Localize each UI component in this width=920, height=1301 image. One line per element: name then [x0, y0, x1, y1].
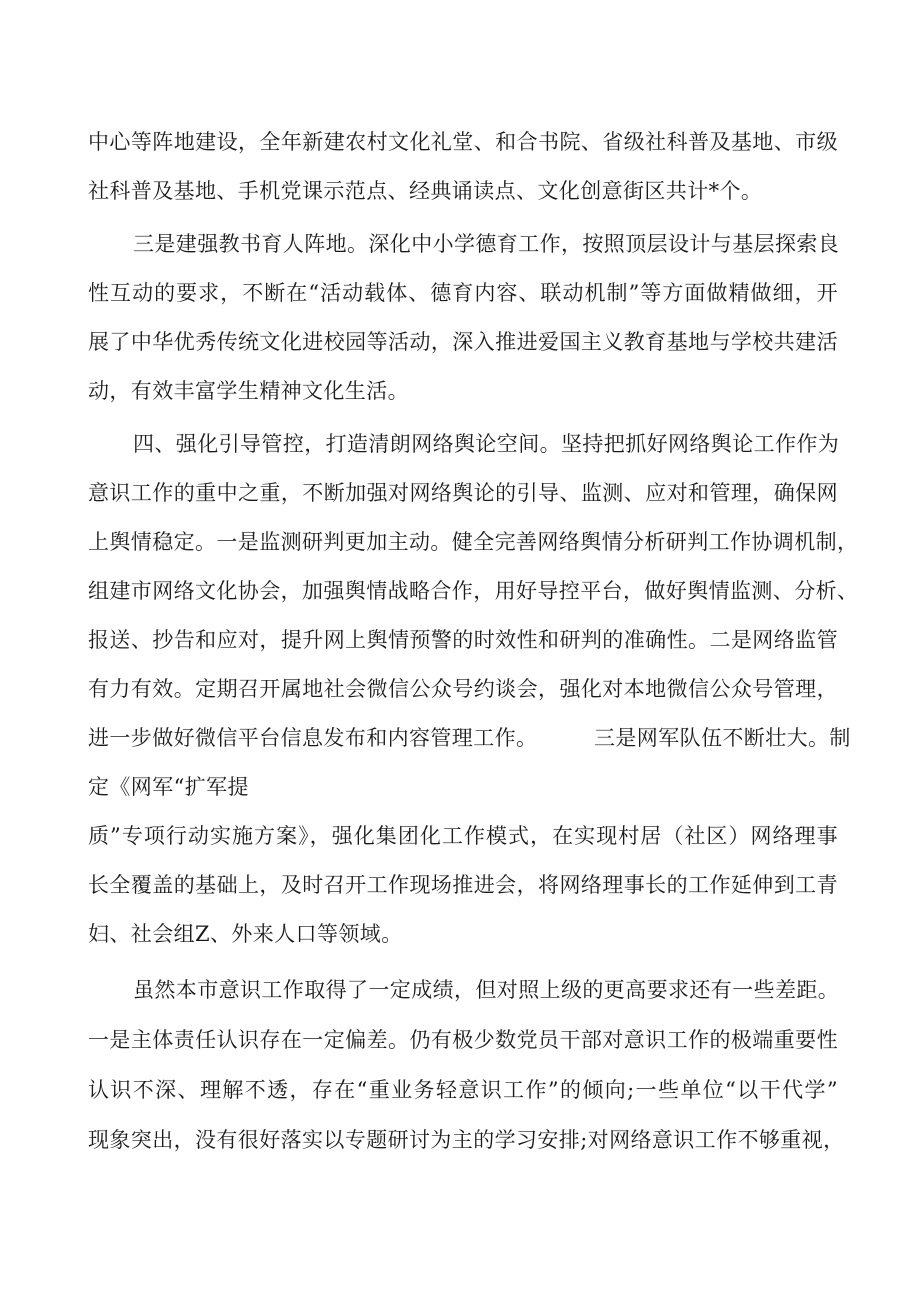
text-line-20: 认识不深、理解不透，存在“重业务轻意识工作”的倾向;一些单位“以干代学” — [88, 1078, 838, 1102]
text-line-5: 展了中华优秀传统文化进校园等活动，深入推进爱国主义教育基地与学校共建活 — [88, 330, 838, 354]
text-line-15: 质”专项行动实施方案》，强化集团化工作模式，在实现村居（社区）网络理事 — [88, 824, 838, 848]
text-line-17: 妇、社会组Z、外来人口等领域。 — [88, 922, 403, 946]
text-line-2: 社科普及基地、手机党课示范点、经典诵读点、文化创意街区共计*个。 — [88, 179, 763, 203]
text-line-12: 有力有效。定期召开属地社会微信公众号约谈会，强化对本地微信公众号管理， — [88, 677, 838, 701]
text-line-8: 意识工作的重中之重，不断加强对网络舆论的引导、监测、应对和管理，确保网 — [88, 481, 838, 505]
text-line-7: 四、强化引导管控，打造清朗网络舆论空间。坚持把抓好网络舆论工作作为 — [133, 432, 840, 456]
text-line-14: 定《网军“扩军提 — [88, 775, 249, 799]
text-line-16: 长全覆盖的基础上，及时召开工作现场推进会，将网络理事长的工作延伸到工青 — [88, 873, 838, 897]
text-line-9: 上舆情稳定。一是监测研判更加主动。健全完善网络舆情分析研判工作协调机制， — [88, 530, 859, 554]
text-line-6: 动，有效丰富学生精神文化生活。 — [88, 379, 409, 403]
text-line-1: 中心等阵地建设，全年新建农村文化礼堂、和合书院、省级社科普及基地、市级 — [88, 130, 838, 154]
text-line-19: 一是主体责任认识存在一定偏差。仍有极少数党员干部对意识工作的极端重要性 — [88, 1028, 838, 1052]
text-line-10: 组建市网络文化协会，加强舆情战略合作，用好导控平台，做好舆情监测、分析、 — [88, 579, 859, 603]
text-line-3: 三是建强教书育人阵地。深化中小学德育工作，按照顶层设计与基层探索良 — [133, 232, 840, 256]
text-line-18: 虽然本市意识工作取得了一定成绩，但对照上级的更高要求还有一些差距。 — [133, 978, 840, 1002]
text-line-13: 进一步做好微信平台信息发布和内容管理工作。 三是网军队伍不断壮大。制 — [88, 726, 851, 750]
text-line-11: 报送、抄告和应对，提升网上舆情预警的时效性和研判的准确性。二是网络监管 — [88, 628, 838, 652]
text-line-21: 现象突出，没有很好落实以专题研讨为主的学习安排;对网络意识工作不够重视， — [88, 1128, 845, 1152]
text-line-4: 性互动的要求，不断在“活动载体、德育内容、联动机制”等方面做精做细，开 — [88, 281, 838, 305]
